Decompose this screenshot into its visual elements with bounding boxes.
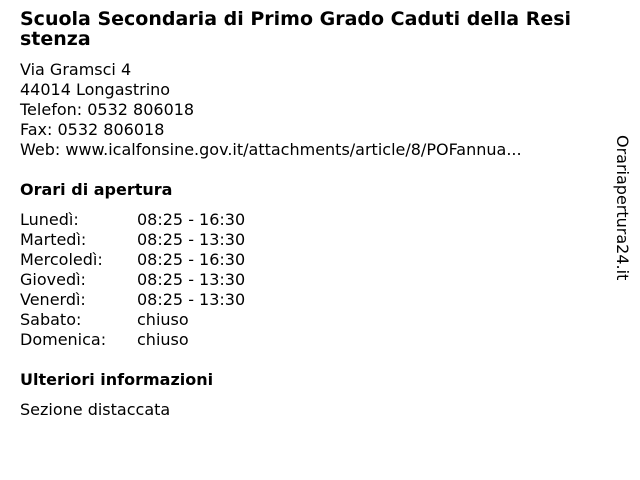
hours-row-sunday (20, 330, 600, 350)
time-value: 08:25 - 13:30 (137, 230, 246, 249)
hours-row-wednesday (20, 250, 600, 270)
city-address: 44014 Longastrino (20, 80, 171, 99)
hours-row-tuesday (20, 230, 600, 250)
fax-number: Fax: 0532 806018 (20, 120, 165, 139)
phone-number: Telefon: 0532 806018 (20, 100, 195, 119)
brand-watermark: Orariapertura24.it (613, 135, 632, 281)
time-value: chiuso (137, 330, 189, 349)
opening-hours-table (20, 210, 600, 350)
business-card (20, 9, 600, 420)
day-label: Venerdì: (20, 290, 86, 309)
day-label: Mercoledì: (20, 250, 103, 269)
hours-row-thursday (20, 270, 600, 290)
time-value: 08:25 - 16:30 (137, 210, 246, 229)
hours-row-monday (20, 210, 600, 230)
time-value: 08:25 - 13:30 (137, 290, 246, 309)
day-label: Domenica: (20, 330, 107, 349)
time-value: chiuso (137, 310, 189, 329)
day-label: Lunedì: (20, 210, 79, 229)
opening-hours-heading: Orari di apertura (20, 180, 173, 199)
day-label: Sabato: (20, 310, 82, 329)
more-info-text: Sezione distaccata (20, 400, 171, 419)
time-value: 08:25 - 13:30 (137, 270, 246, 289)
day-label: Giovedì: (20, 270, 86, 289)
day-label: Martedì: (20, 230, 87, 249)
page-title: Scuola Secondaria di Primo Grado Caduti della Resistenza (20, 8, 572, 50)
more-info-heading: Ulteriori informazioni (20, 370, 214, 389)
address-block (20, 60, 600, 160)
hours-row-friday (20, 290, 600, 310)
street-address: Via Gramsci 4 (20, 60, 132, 79)
time-value: 08:25 - 16:30 (137, 250, 246, 269)
website-link: Web: www.icalfonsine.gov.it/attachments/article/8/POFannua... (20, 140, 522, 159)
hours-row-saturday (20, 310, 600, 330)
